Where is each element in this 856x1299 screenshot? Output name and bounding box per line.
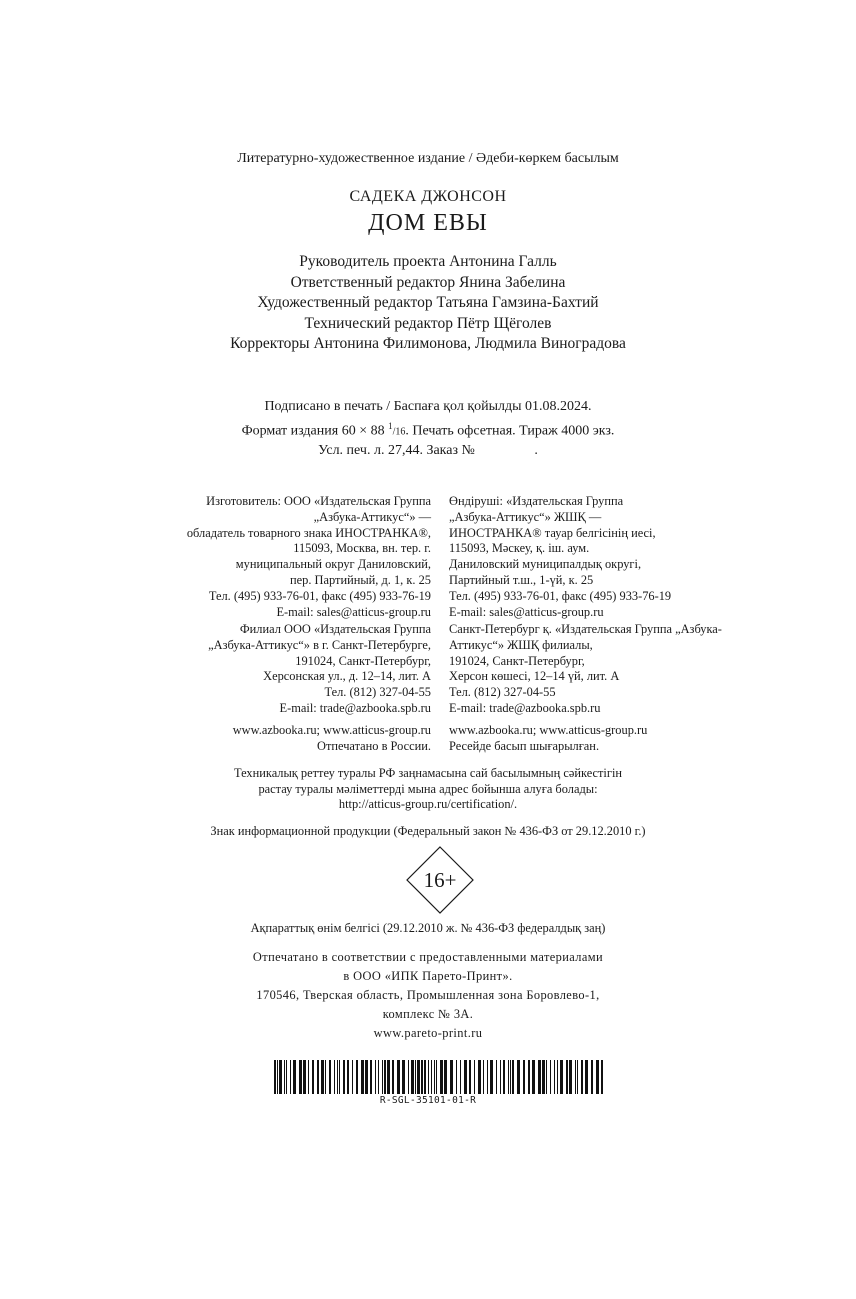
barcode-bar <box>546 1060 547 1094</box>
barcode-bar <box>510 1060 511 1094</box>
barcode-bar <box>464 1060 467 1094</box>
barcode-bar <box>554 1060 555 1094</box>
branch-kz-line: Херсон көшесі, 12–14 үй, лит. А <box>449 669 620 684</box>
manufacturer-ru-line: Тел. (495) 933-76-01, факс (495) 933-76-19 <box>208 588 431 603</box>
credits-block <box>0 252 856 355</box>
barcode-bar <box>581 1060 583 1094</box>
barcode-bar <box>408 1060 409 1094</box>
barcode-bar <box>308 1060 309 1094</box>
barcode-bar <box>352 1060 353 1094</box>
barcode-bar <box>421 1060 423 1094</box>
manufacturer-kz-line: Партийный т.ш., 1-үй, к. 25 <box>449 572 594 587</box>
manufacturer-ru-line: „Азбука-Аттикус“» — <box>313 509 431 524</box>
barcode-bar <box>384 1060 386 1094</box>
barcode-bar <box>290 1060 291 1094</box>
manufacturer-kz-line: ИНОСТРАНКА® тауар белгісінің иесі, <box>449 525 656 540</box>
printer-line: Отпечатано в соответствии с предоставленными материалами <box>252 950 604 964</box>
barcode-bar <box>431 1060 432 1094</box>
barcode-bar <box>566 1060 568 1094</box>
barcode-bar <box>321 1060 324 1094</box>
credit-line: Руководитель проекта Антонина Галль <box>299 253 557 270</box>
credit-line: Технический редактор Пётр Щёголев <box>304 314 552 332</box>
barcode-bar <box>601 1060 603 1094</box>
barcode-bar <box>343 1060 345 1094</box>
credit-line: Художественный редактор Татьяна Гамзина-Бахтий <box>257 294 599 311</box>
imprint-format <box>0 417 856 442</box>
credit-line: Ответственный редактор Янина Забелина <box>290 273 566 291</box>
barcode-code: R-SGL-35101-01-R <box>379 1095 477 1106</box>
barcode-bar <box>532 1060 535 1094</box>
barcode-bar <box>503 1060 505 1094</box>
barcode-bar <box>483 1060 484 1094</box>
barcode-bar <box>560 1060 563 1094</box>
barcode-bar <box>303 1060 306 1094</box>
format-fraction-den: /16 <box>392 426 406 438</box>
branch-ru-line: Херсонская ул., д. 12–14, лит. А <box>263 669 431 684</box>
barcode-bar <box>365 1060 368 1094</box>
barcode-bar <box>456 1060 457 1094</box>
branch-kz-email: E-mail: trade@azbooka.spb.ru <box>449 700 601 715</box>
branch-ru <box>130 622 431 717</box>
genre-line: Литературно-художественное издание / Әдеби-көркем басылым <box>237 151 619 166</box>
printed-in-russia-kz: Ресейде басып шығарылған. <box>449 738 600 753</box>
barcode-bar <box>299 1060 302 1094</box>
author-name: САДЕКА ДЖОНСОН <box>349 188 507 205</box>
barcode-bar <box>591 1060 593 1094</box>
barcode-bar <box>577 1060 578 1094</box>
barcode-bar <box>512 1060 514 1094</box>
barcode-bar <box>402 1060 405 1094</box>
barcode-bar <box>312 1060 314 1094</box>
barcode-bar <box>500 1060 501 1094</box>
branch-ru-line: Тел. (812) 327-04-55 <box>324 685 431 700</box>
manufacturer-ru-email: E-mail: sales@atticus-group.ru <box>276 604 431 619</box>
imprint-block <box>0 398 856 460</box>
format-prefix: Формат издания 60 × 88 <box>241 423 389 439</box>
certification-url: http://atticus-group.ru/certification/. <box>338 797 518 811</box>
age-rating-label: 16+ <box>423 868 457 892</box>
barcode-bar <box>460 1060 461 1094</box>
printer-line: в ООО «ИПК Парето-Принт». <box>343 969 513 983</box>
barcode-bar <box>436 1060 437 1094</box>
barcode-bar <box>274 1060 276 1094</box>
info-sign-law-kz: Ақпараттық өнім белгісі (29.12.2010 ж. № 436-ФЗ федералдық заң) <box>250 921 606 935</box>
branch-kz <box>449 622 759 717</box>
barcode-bar <box>440 1060 443 1094</box>
printer-line: комплекс № 3А. <box>382 1007 474 1021</box>
barcode-bar <box>317 1060 319 1094</box>
barcode-bar <box>517 1060 520 1094</box>
barcode-bar <box>392 1060 394 1094</box>
barcode-bar <box>378 1060 379 1094</box>
imprint-signed: Подписано в печать / Баспаға қол қойылды 01.08.2024. <box>264 399 592 414</box>
credit-line: Корректоры Антонина Филимонова, Людмила Виноградова <box>230 335 626 352</box>
barcode-bar <box>417 1060 420 1094</box>
barcode-bar <box>434 1060 435 1094</box>
barcode-bar <box>284 1060 285 1094</box>
manufacturer-ru-line: 115093, Москва, вн. тер. г. <box>293 541 431 556</box>
manufacturer-kz-line: Өндіруші: «Издательская Группа <box>449 494 624 508</box>
barcode-bar <box>508 1060 509 1094</box>
barcode-bar <box>415 1060 416 1094</box>
manufacturer-kz-line: „Азбука-Аттикус“» ЖШҚ — <box>449 509 602 524</box>
barcode-bar <box>474 1060 475 1094</box>
branch-kz-line: Аттикус“» ЖШҚ филиалы, <box>449 637 593 652</box>
barcode-bar <box>523 1060 525 1094</box>
printer-line: 170546, Тверская область, Промышленная зона Боровлево-1, <box>256 988 600 1002</box>
manufacturer-kz <box>449 494 759 620</box>
certification-line: Техникалық реттеу туралы РФ заңнамасына сай басылымның сәйкестігін <box>233 766 623 780</box>
age-rating-sign <box>406 846 474 914</box>
barcode-bar <box>538 1060 541 1094</box>
barcode-bar <box>528 1060 530 1094</box>
barcode-bar <box>286 1060 287 1094</box>
printer-url: www.pareto-print.ru <box>373 1026 483 1040</box>
branch-ru-line: „Азбука-Аттикус“» в г. Санкт-Петербурге, <box>208 637 431 652</box>
branch-ru-email: E-mail: trade@azbooka.spb.ru <box>279 700 431 715</box>
web-kz-links: www.azbooka.ru; www.atticus-group.ru <box>449 723 648 737</box>
certification-block <box>0 766 856 813</box>
manufacturer-kz-line: Даниловский муниципалдық округі, <box>449 557 642 572</box>
web-ru-links: www.azbooka.ru; www.atticus-group.ru <box>232 723 431 737</box>
barcode-bar <box>356 1060 358 1094</box>
format-fraction-num: 1 <box>388 420 393 431</box>
format-suffix: . Печать офсетная. Тираж 4000 экз. <box>405 423 615 439</box>
web-kz <box>449 723 759 755</box>
barcode-bar <box>339 1060 340 1094</box>
manufacturer-ru-line: Изготовитель: ООО «Издательская Группа <box>206 494 431 508</box>
barcode-bar <box>575 1060 576 1094</box>
branch-kz-line: Тел. (812) 327-04-55 <box>449 685 556 700</box>
barcode-bar <box>542 1060 545 1094</box>
manufacturer-ru-line: пер. Партийный, д. 1, к. 25 <box>290 572 431 587</box>
barcode-bar <box>487 1060 488 1094</box>
manufacturer-ru-line: муниципальный округ Даниловский, <box>235 557 431 572</box>
barcode-bar <box>496 1060 497 1094</box>
barcode-bar <box>382 1060 383 1094</box>
barcode-bar <box>347 1060 349 1094</box>
certification-line: растау туралы мәліметтерді мына адрес бойынша алуға болады: <box>258 781 598 796</box>
branch-kz-line: Санкт-Петербург қ. «Издательская Группа „Азбука- <box>449 622 722 636</box>
barcode-bar <box>490 1060 493 1094</box>
barcode-bar <box>411 1060 414 1094</box>
barcode-bar <box>329 1060 331 1094</box>
barcode-bar <box>375 1060 376 1094</box>
barcode-bar <box>334 1060 335 1094</box>
branch-ru-line: Филиал ООО «Издательская Группа <box>239 622 431 636</box>
manufacturer-kz-line: Тел. (495) 933-76-01, факс (495) 933-76-19 <box>449 588 672 603</box>
barcode <box>274 1060 606 1094</box>
info-sign-law-ru: Знак информационной продукции (Федеральный закон № 436-ФЗ от 29.12.2010 г.) <box>210 824 646 838</box>
barcode-bar <box>370 1060 372 1094</box>
manufacturer-ru-line: обладатель товарного знака ИНОСТРАНКА®, <box>186 525 431 540</box>
barcode-bar <box>550 1060 551 1094</box>
barcode-bar <box>469 1060 471 1094</box>
manufacturer-kz-email: E-mail: sales@atticus-group.ru <box>449 604 604 619</box>
barcode-bar <box>293 1060 296 1094</box>
barcode-bar <box>424 1060 426 1094</box>
imprint-order: Усл. печ. л. 27,44. Заказ № . <box>318 442 538 458</box>
barcode-bar <box>557 1060 558 1094</box>
barcode-bar <box>569 1060 572 1094</box>
barcode-bar <box>337 1060 338 1094</box>
book-title: ДОМ ЕВЫ <box>368 210 488 236</box>
barcode-bar <box>585 1060 588 1094</box>
barcode-bar <box>387 1060 390 1094</box>
barcode-bar <box>279 1060 282 1094</box>
barcode-bar <box>428 1060 429 1094</box>
printed-in-russia: Отпечатано в России. <box>317 738 431 753</box>
printer-block <box>0 948 856 1043</box>
barcode-bar <box>478 1060 481 1094</box>
branch-ru-line: 191024, Санкт-Петербург, <box>295 653 431 668</box>
barcode-bar <box>450 1060 453 1094</box>
barcode-bar <box>397 1060 400 1094</box>
barcode-bar <box>361 1060 364 1094</box>
manufacturer-ru <box>130 494 431 620</box>
barcode-bar <box>596 1060 599 1094</box>
barcode-bar <box>277 1060 278 1094</box>
manufacturer-kz-line: 115093, Мәскеу, қ. іш. аум. <box>449 541 590 556</box>
barcode-bar <box>325 1060 326 1094</box>
branch-kz-line: 191024, Санкт-Петербург, <box>449 653 585 668</box>
barcode-bar <box>444 1060 447 1094</box>
web-ru <box>130 723 431 755</box>
